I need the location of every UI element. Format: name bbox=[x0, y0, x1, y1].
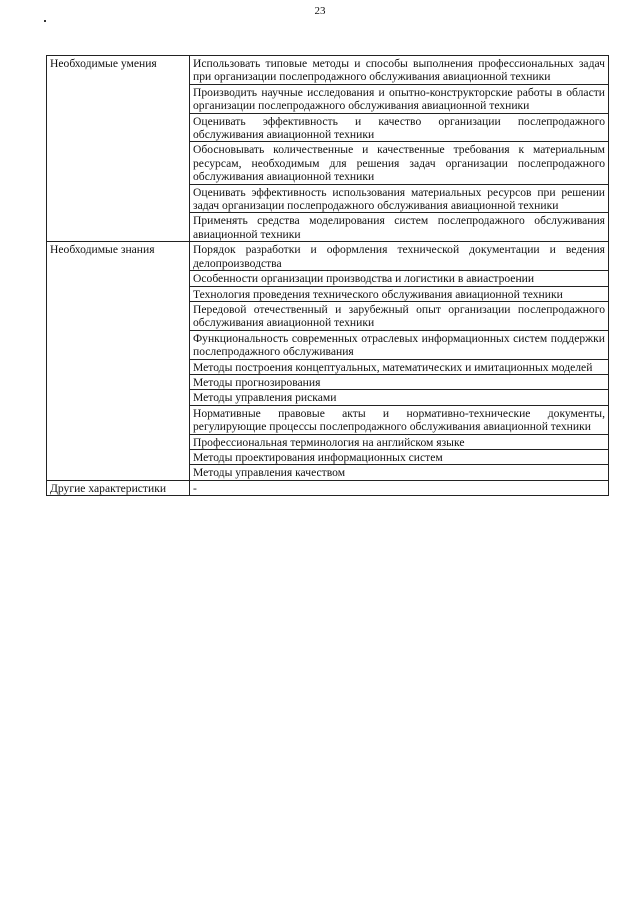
description-cell: Методы управления качеством bbox=[190, 465, 609, 480]
description-cell: Оценивать эффективность и качество организации послепродажного обслуживания авиационной техники bbox=[190, 113, 609, 142]
description-cell: Производить научные исследования и опытно-конструкторские работы в области организации послепродажного обслуживания авиационной техники bbox=[190, 84, 609, 113]
table-row bbox=[47, 242, 609, 271]
description-cell: Порядок разработки и оформления технической документации и ведения делопроизводства bbox=[190, 242, 609, 271]
description-cell: Оценивать эффективность использования материальных ресурсов при решении задач организации послепродажного обслуживания авиационной техники bbox=[190, 184, 609, 213]
page-number: 23 bbox=[314, 5, 326, 17]
scan-speck bbox=[44, 20, 46, 22]
description-cell: Методы построения концептуальных, математических и имитационных моделей bbox=[190, 359, 609, 374]
description-cell: Методы прогнозирования bbox=[190, 374, 609, 389]
category-cell-skills: Необходимые умения bbox=[47, 56, 190, 242]
description-cell: Методы управления рисками bbox=[190, 390, 609, 405]
description-cell: Передовой отечественный и зарубежный опыт организации послепродажного обслуживания авиационной техники bbox=[190, 301, 609, 330]
table-row bbox=[47, 56, 609, 85]
description-cell: Обосновывать количественные и качественные требования к материальным ресурсам, необходимым для решения задач организации послепродажного обслуживания авиационной техники bbox=[190, 142, 609, 184]
description-cell: Применять средства моделирования систем послепродажного обслуживания авиационной техники bbox=[190, 213, 609, 242]
category-cell-other: Другие характеристики bbox=[47, 480, 190, 495]
table-row bbox=[47, 480, 609, 495]
description-cell: - bbox=[190, 480, 609, 495]
requirements-table bbox=[46, 55, 609, 496]
description-cell: Технология проведения технического обслуживания авиационной техники bbox=[190, 286, 609, 301]
description-cell: Особенности организации производства и логистики в авиастроении bbox=[190, 271, 609, 286]
description-cell: Функциональность современных отраслевых информационных систем поддержки послепродажного обслуживания bbox=[190, 330, 609, 359]
category-cell-knowledge: Необходимые знания bbox=[47, 242, 190, 481]
description-cell: Использовать типовые методы и способы выполнения профессиональных задач при организации послепродажного обслуживания авиационной техники bbox=[190, 56, 609, 85]
description-cell: Профессиональная терминология на английском языке bbox=[190, 434, 609, 449]
description-cell: Методы проектирования информационных систем bbox=[190, 449, 609, 464]
description-cell: Нормативные правовые акты и нормативно-технические документы, регулирующие процессы послепродажного обслуживания авиационной техники bbox=[190, 405, 609, 434]
